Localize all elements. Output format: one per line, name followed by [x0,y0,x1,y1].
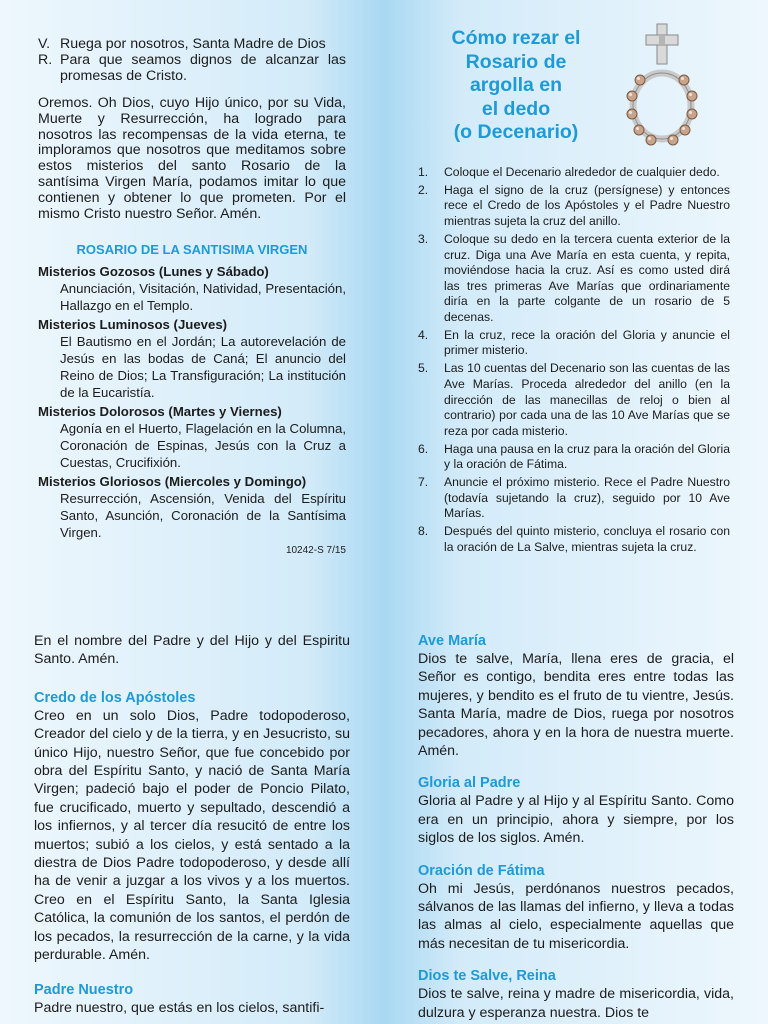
step-text: Coloque el Decenario alrededor de cualquier dedo. [444,165,720,179]
credo-title: Credo de los Apóstoles [34,689,196,706]
versicle-v-text: Ruega por nosotros, Santa Madre de Dios [60,36,326,52]
mystery-title-dolorosos: Misterios Dolorosos (Martes y Viernes) [38,404,282,420]
rosary-heading: ROSARIO DE LA SANTISIMA VIRGEN [76,242,308,258]
step-text: Haga una pausa en la cruz para la oración del Gloria y la oración de Fátima. [444,441,730,472]
ave-text: Dios te salve, María, llena eres de gracia, el Señor es contigo, bendita eres entre todas las mujeres, y bendito es el fruto de tu vientre, Jesús. Santa María, madre de Dios, ruega por nosotros pecadores, ahora y en la hora de nuestra muerte. Amén. [418,651,734,760]
step-item [418,442,730,473]
step-text: Coloque su dedo en la tercera cuenta exterior de la cruz. Diga una Ave María en esta cuenta, y repita, moviéndose hacia la cruz. Así es como usted dirá las tres primeras Ave Marías que ordinariamente diría en la parte colgante de un rosario de 5 decenas. [444,231,730,324]
mystery-body-luminosos: El Bautismo en el Jordán; La autorevelación de Jesús en las bodas de Caná; El anuncio del Reino de Dios; La Transfiguración; La institución de la Eucaristía. [60,334,346,401]
salve-title: Dios te Salve, Reina [418,968,556,985]
mystery-title-luminosos: Misterios Luminosos (Jueves) [38,317,228,333]
page2-right-column [418,632,734,1022]
step-text: Haga el signo de la cruz (persígnese) y entonces rece el Credo de los Apóstoles y el Padre Nuestro mientras sujeta la cruz del anillo. [444,182,730,229]
page1-right-steps [418,165,730,558]
step-number: 7. [418,475,429,490]
ave-title: Ave María [418,633,486,649]
versicle-r-key: R. [38,52,53,68]
step-item [418,361,730,439]
finger-rosary-ring-icon [624,22,700,152]
versicle-r-text: Para que seamos dignos de alcanzar las promesas de Cristo. [60,52,346,84]
title-line-5: (o Decenario) [453,121,579,143]
gloria-text: Gloria al Padre y al Hijo y al Espíritu Santo. Como era en un principio, ahora y siempre, por los siglos de los siglos. Amén. [418,793,734,847]
fatima-text: Oh mi Jesús, perdónanos nuestros pecados, sálvanos de las llamas del infierno, y lleva a todas las almas al cielo, especialmente aquellas que más necesitan de tu misericordia. [418,880,734,952]
title-line-1: Cómo rezar el [451,27,581,49]
versicle-v [38,36,346,52]
step-item [418,328,730,359]
instructions-list [418,165,730,555]
step-item [418,475,730,522]
step-item [418,232,730,326]
step-number: 2. [418,182,429,197]
mystery-body-gloriosos: Resurrección, Ascensión, Venida del Espíritu Santo, Asunción, Coronación de la Santísima Virgen. [60,491,346,541]
title-line-3: argolla en [469,74,563,96]
mystery-body-gozosos: Anunciación, Visitación, Natividad, Presentación, Hallazgo en el Templo. [60,281,346,314]
page1-right-title [420,27,612,145]
title-line-4: el dedo [481,97,551,120]
title-line-2: Rosario de [465,50,567,73]
intro-prayer: En el nombre del Padre y del Hijo y del Espiritu Santo. Amén. [34,633,350,668]
versicle-r [38,52,346,84]
salve-text: Dios te salve, reina y madre de misericordia, vida, dulzura y esperanza nuestra. Dios te [418,986,734,1021]
step-item [418,524,730,555]
step-text: Las 10 cuentas del Decenario son las cuentas de las Ave Marías. Proceda alrededor del anillo (en la dirección de las manecillas de reloj o bien al contrario) por cada una de las 10 Ave Marías que se reza por cada misterio. [444,361,730,438]
versicle-v-key: V. [38,36,51,52]
page2-left-column [34,632,350,1017]
document-code: 10242-S 7/15 [285,545,346,557]
step-number: 3. [418,231,429,246]
mystery-title-gloriosos: Misterios Gloriosos (Miercoles y Domingo) [38,474,307,490]
padre-title: Padre Nuestro [34,981,134,998]
step-number: 6. [418,441,429,456]
step-text: En la cruz, rece la oración del Gloria y anuncie el primer misterio. [444,327,730,358]
step-text: Anuncie el próximo misterio. Rece el Padre Nuestro (todavía sujetando la cruz), seguido por 10 Ave Marías. [444,475,730,521]
step-number: 1. [418,165,429,179]
oremos-prayer: Oremos. Oh Dios, cuyo Hijo único, por su Vida, Muerte y Resurrección, ha logrado para nosotros las recompensas de la vida eterna, te imploramos que nosotros que meditamos sobre estos misterios del santo Rosario de la santísima Virgen María, podamos imitar lo que contienen y obtener lo que prometen. Por el mismo Cristo nuestro Señor. Amén. [38,95,346,222]
step-text: Después del quinto misterio, concluya el rosario con la oración de La Salve, mientras sujeta la cruz. [444,524,730,554]
step-number: 8. [418,524,429,539]
padre-text: Padre nuestro, que estás en los cielos, santifi- [34,999,325,1016]
fatima-title: Oración de Fátima [418,862,545,879]
step-item [418,165,730,181]
step-item [418,183,730,230]
step-number: 4. [418,327,429,342]
mysteries-list [38,263,346,541]
gloria-title: Gloria al Padre [418,775,521,792]
credo-text: Creo en un solo Dios, Padre todopoderoso, Creador del cielo y de la tierra, y en Jesucristo, su único Hijo, nuestro Señor, que fue concebido por obra del Espíritu Santo, y nació de Santa María Virgen; padeció bajo el poder de Poncio Pilato, fue crucificado, muerto y sepultado, descendió a los infiernos, y al tercer día resucitó de entre los muertos; subió a los cielos, y está sentado a la diestra de Dios Padre todopoderoso, y desde allí ha de venir a juzgar a los vivos y a los muertos. Creo en el Espíritu Santo, la Santa Iglesia Católica, la comunión de los santos, el perdón de los pecados, la resurrección de la carne, y la vida perdurable. Amén. [34,707,350,964]
mystery-title-gozosos: Misterios Gozosos (Lunes y Sábado) [38,264,269,280]
page1-left-column [38,36,346,556]
mystery-body-dolorosos: Agonía en el Huerto, Flagelación en la Columna, Coronación de Espinas, Jesús con la Cruz a Cuestas, Crucifixión. [60,421,346,471]
step-number: 5. [418,361,429,376]
